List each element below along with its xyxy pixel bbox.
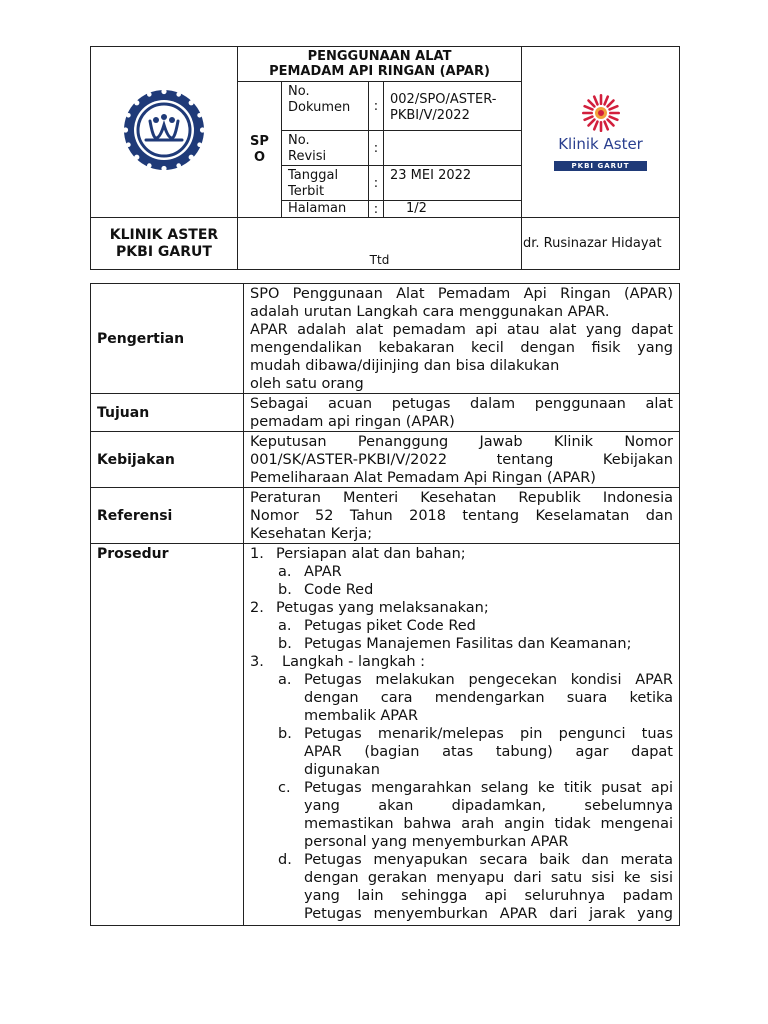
sub-item: a. Petugas melakukan pengecekan kondisi APAR dengan cara mendengarkan suara ketika membalik APAR [278,672,673,724]
step-item: 1. Persiapan alat dan bahan; [250,546,466,562]
section-label: Prosedur [91,544,244,926]
signatory-name: dr. Rusinazar Hidayat [522,218,680,270]
sub-item: b. Petugas menarik/melepas pin pengunci tuas APAR (bagian atas tabung) agar dapat digunakan [278,726,673,778]
section-label: Pengertian [91,284,244,394]
meta-label-halaman: Halaman [282,201,369,218]
colon: : [369,201,384,218]
step-item: 3. Langkah - langkah : [250,654,426,670]
section-text: SPO Penggunaan Alat Pemadam Api Ringan (APAR) adalah urutan Langkah cara menggunakan APAR. APAR adalah alat pemadam api atau alat yang dapat mengendalikan kebakaran kecil dengan fisik yang mudah dibawa/dijinjing dan bisa dilakukan oleh satu orang [244,284,680,394]
pkbi-logo-cell [91,47,238,218]
step-item: 2. Petugas yang melaksanakan; [250,600,489,616]
meta-value-dokumen: 002/SPO/ASTER- PKBI/V/2022 [384,82,522,131]
colon: : [369,131,384,166]
sub-item: a. Petugas piket Code Red [278,618,476,634]
clinic-name: KLINIK ASTER PKBI GARUT [91,218,238,270]
meta-label-dokumen: No. Dokumen [282,82,369,131]
section-pengertian [91,284,680,394]
sub-item: c. Petugas mengarahkan selang ke titik pusat api yang akan dipadamkan, sebelumnya memastikan bahwa arah angin tidak mengenai personal yang menyemburkan APAR [278,780,673,850]
aster-logo-name: Klinik Aster [558,134,643,153]
header-table [90,46,680,270]
aster-flower-icon [581,93,621,133]
document-title: PENGGUNAAN ALAT PEMADAM API RINGAN (APAR) [238,47,522,82]
meta-label-tanggal: Tanggal Terbit [282,166,369,201]
meta-value-halaman: 1/2 [384,201,522,218]
section-label: Referensi [91,488,244,544]
pkbi-logo-icon [122,88,206,172]
meta-value-revisi [384,131,522,166]
sub-item: b. Petugas Manajemen Fasilitas dan Keamanan; [278,636,632,652]
sub-item: a. APAR [278,564,342,580]
section-label: Tujuan [91,394,244,432]
section-tujuan [91,394,680,432]
spo-label: SP O [238,82,282,218]
meta-label-revisi: No. Revisi [282,131,369,166]
section-text: Sebagai acuan petugas dalam penggunaan alat pemadam api ringan (APAR) [244,394,680,432]
section-text: Peraturan Menteri Kesehatan Republik Indonesia Nomor 52 Tahun 2018 tentang Keselamatan dan Kesehatan Kerja; [244,488,680,544]
procedure-table [90,283,680,926]
section-label: Kebijakan [91,432,244,488]
section-prosedur [91,544,680,926]
colon: : [369,82,384,131]
section-kebijakan [91,432,680,488]
procedure-steps [244,544,680,926]
meta-value-tanggal: 23 MEI 2022 [384,166,522,201]
klinik-aster-logo-cell [522,47,680,218]
aster-logo-sub: PKBI GARUT [554,161,648,171]
sub-item: b. Code Red [278,582,374,598]
colon: : [369,166,384,201]
section-referensi [91,488,680,544]
sub-item: d. Petugas menyapukan secara baik dan merata dengan gerakan menyapu dari satu sisi ke sisi yang lain sehingga api seluruhnya padam Petugas menyemburkan APAR dari jarak yang [278,852,673,922]
section-text: Keputusan Penanggung Jawab Klinik Nomor 001/SK/ASTER-PKBI/V/2022 tentang Kebijakan Pemeliharaan Alat Pemadam Api Ringan (APAR) [244,432,680,488]
signature-cell: Ttd [238,218,522,270]
